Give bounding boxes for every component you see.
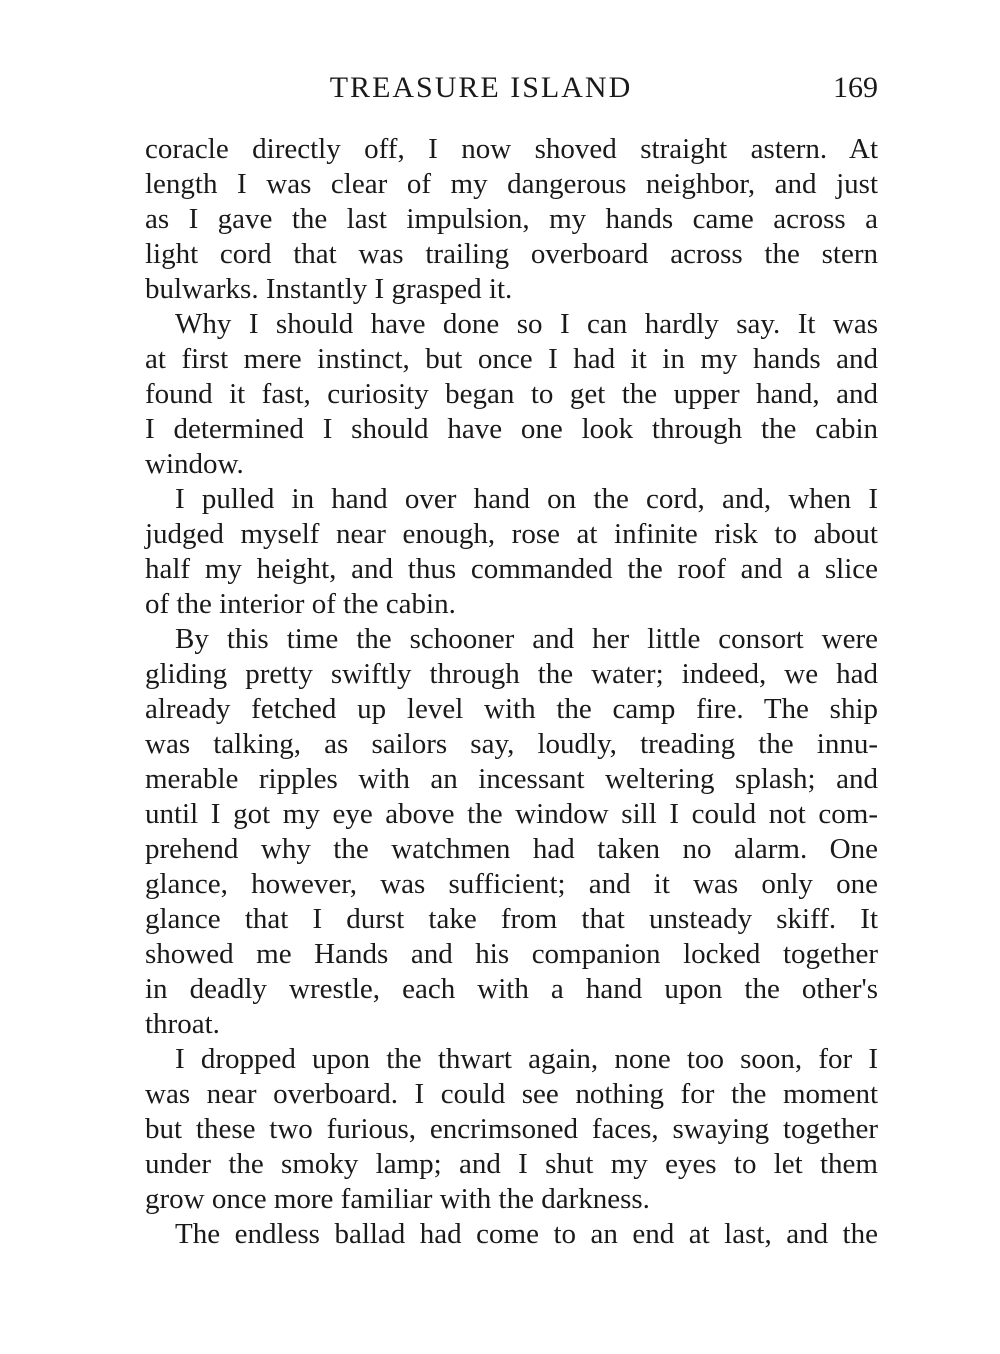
- text-line: until I got my eye above the window sill I could not com-: [145, 798, 878, 830]
- body-text: [145, 132, 878, 1252]
- text-line: already fetched up level with the camp fire. The ship: [145, 693, 878, 725]
- text-line: showed me Hands and his companion locked together: [145, 938, 878, 970]
- text-line: By this time the schooner and her little consort were: [175, 623, 878, 655]
- text-line: The endless ballad had come to an end at last, and the: [175, 1218, 878, 1250]
- paragraph: [145, 1042, 878, 1217]
- text-line: gliding pretty swiftly through the water; indeed, we had: [145, 658, 878, 690]
- text-line: length I was clear of my dangerous neighbor, and just: [145, 168, 878, 200]
- text-line: grow once more familiar with the darkness.: [145, 1183, 650, 1215]
- text-line: I determined I should have one look through the cabin: [145, 413, 878, 445]
- text-line: but these two furious, encrimsoned faces, swaying together: [145, 1113, 878, 1145]
- text-line: merable ripples with an incessant weltering splash; and: [145, 763, 878, 795]
- text-line: in deadly wrestle, each with a hand upon the other's: [145, 973, 878, 1005]
- text-line: I pulled in hand over hand on the cord, and, when I: [175, 483, 878, 515]
- paragraph: [145, 307, 878, 482]
- paragraph: [145, 482, 878, 622]
- text-line: under the smoky lamp; and I shut my eyes to let them: [145, 1148, 878, 1180]
- text-line: prehend why the watchmen had taken no alarm. One: [145, 833, 878, 865]
- text-line: judged myself near enough, rose at infinite risk to about: [145, 518, 878, 550]
- text-line: throat.: [145, 1008, 220, 1040]
- text-line: glance that I durst take from that unsteady skiff. It: [145, 903, 878, 935]
- paragraph: [145, 1217, 878, 1252]
- text-line: at first mere instinct, but once I had it in my hands and: [145, 343, 878, 375]
- page-number: 169: [833, 71, 878, 104]
- text-line: was near overboard. I could see nothing for the moment: [145, 1078, 878, 1110]
- text-line: Why I should have done so I can hardly say. It was: [175, 308, 878, 340]
- text-line: found it fast, curiosity began to get the upper hand, and: [145, 378, 878, 410]
- text-line: of the interior of the cabin.: [145, 588, 456, 620]
- text-line: was talking, as sailors say, loudly, treading the innu-: [145, 728, 878, 760]
- text-line: glance, however, was sufficient; and it was only one: [145, 868, 878, 900]
- text-line: bulwarks. Instantly I grasped it.: [145, 273, 513, 305]
- paragraph: [145, 132, 878, 307]
- text-line: I dropped upon the thwart again, none too soon, for I: [175, 1043, 878, 1075]
- text-line: coracle directly off, I now shoved straight astern. At: [145, 133, 878, 165]
- running-title: TREASURE ISLAND: [329, 71, 633, 104]
- text-line: as I gave the last impulsion, my hands came across a: [145, 203, 878, 235]
- paragraph: [145, 622, 878, 1042]
- running-head: [145, 68, 878, 108]
- text-line: light cord that was trailing overboard across the stern: [145, 238, 878, 270]
- text-line: half my height, and thus commanded the roof and a slice: [145, 553, 878, 585]
- text-line: window.: [145, 448, 244, 480]
